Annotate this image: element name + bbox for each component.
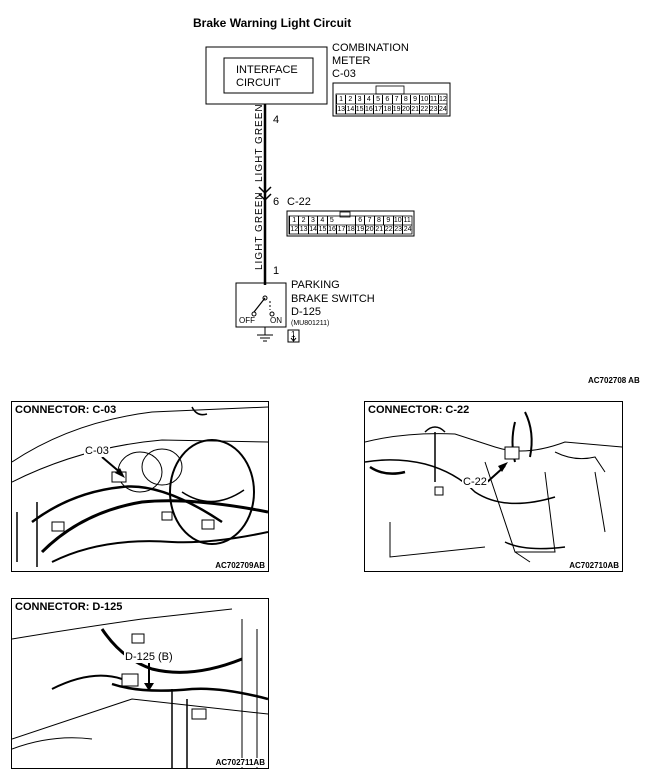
panel-connector-c22 [364,401,623,572]
c22-pin-14: 14 [309,226,317,233]
panel-d125-code: AC702711AB [215,758,265,767]
c22-pin-9: 9 [383,216,392,225]
c22-pin-6: 6 [355,216,364,225]
c03-pin-1: 1 [336,95,345,104]
switch-lever [254,298,265,312]
c03-pin-4: 4 [364,95,373,104]
diagram-code: AC702708 AB [588,376,640,385]
c22-pin-12: 12 [290,226,299,233]
c22-pin-18: 18 [347,226,355,233]
parking-brake-part-code: (MU801211) [291,320,330,327]
parking-brake-label-1: PARKING [291,279,340,291]
c22-pin-8: 8 [374,216,383,225]
c22-pin-4: 4 [317,216,326,225]
c22-pin-23: 23 [394,226,403,233]
combination-meter-label-1: COMBINATION [332,42,409,54]
c22-pin-1: 1 [289,216,298,225]
c03-pin-23: 23 [429,106,438,113]
c03-pin-15: 15 [355,106,364,113]
c03-callout: C-03 [85,445,109,457]
panel-c22-title: CONNECTOR: C-22 [368,404,470,416]
c03-pin-22: 22 [420,106,429,113]
interface-circuit-label-2: CIRCUIT [236,77,281,89]
pin-6-label: 6 [273,196,280,208]
c22-pin-17: 17 [337,226,346,233]
c22-pin-3: 3 [308,216,317,225]
c03-pin-18: 18 [383,106,392,113]
c22-pin-21: 21 [375,226,384,233]
c03-pin-20: 20 [401,106,410,113]
pin-1-label: 1 [273,265,280,277]
wire-color-label-lower: LIGHT GREEN [254,191,265,270]
c03-pin-6: 6 [382,95,391,104]
ground-ref-number: 1 [291,330,296,339]
panel-d125-title: CONNECTOR: D-125 [15,601,123,613]
c03-pin-11: 11 [429,96,438,103]
combination-meter-connector: C-03 [332,68,356,80]
c03-pin-17: 17 [374,106,383,113]
c03-pin-7: 7 [392,95,401,104]
diagram-title: Brake Warning Light Circuit [193,16,352,30]
c03-pin-12: 12 [438,96,447,103]
parking-brake-connector: D-125 [291,306,321,318]
c03-pin-21: 21 [411,106,420,113]
c22-pin-13: 13 [299,226,308,233]
console-illustration [365,402,622,571]
d125-callout: D-125 (B) [125,651,173,663]
panel-c03-code: AC702709AB [215,561,265,570]
parking-brake-label-2: BRAKE SWITCH [291,293,375,305]
switch-on-label: ON [270,316,282,325]
panel-connector-c03 [11,401,269,572]
c03-pin-8: 8 [401,95,410,104]
switch-off-label: OFF [239,316,255,325]
c22-pin-2: 2 [298,216,307,225]
c22-pin-19: 19 [356,226,365,233]
c22-pin-10: 10 [393,217,402,224]
c03-pin-14: 14 [346,106,355,113]
c22-pin-16: 16 [328,226,336,233]
c03-pin-24: 24 [438,106,447,113]
wire-color-label-upper: LIGHT GREEN [254,103,265,182]
c03-pin-16: 16 [364,106,373,113]
c22-pin-11: 11 [403,217,411,224]
combination-meter-label-2: METER [332,55,371,67]
pin-4-label: 4 [273,114,280,126]
panel-connector-d125 [11,598,269,769]
c22-pin-7: 7 [364,216,373,225]
c22-pin-24: 24 [403,226,412,233]
c22-pin-15: 15 [318,226,327,233]
c22-pin-5: 5 [327,216,336,225]
c03-pin-10: 10 [420,96,429,103]
interface-circuit-label-1: INTERFACE [236,64,298,76]
c22-pin-20: 20 [365,226,374,233]
c22-pin-22: 22 [384,226,393,233]
panel-c22-code: AC702710AB [569,561,619,570]
c22-callout: C-22 [463,476,487,488]
c03-pin-13: 13 [337,106,346,113]
c03-pin-9: 9 [410,95,419,104]
c03-pin-2: 2 [345,95,354,104]
c22-connector-label: C-22 [287,196,311,208]
c03-pin-5: 5 [373,95,382,104]
panel-c03-title: CONNECTOR: C-03 [15,404,117,416]
c03-pin-3: 3 [355,95,364,104]
c03-pin-19: 19 [392,106,401,113]
dashboard-illustration [12,402,268,571]
floor-illustration [12,599,268,768]
